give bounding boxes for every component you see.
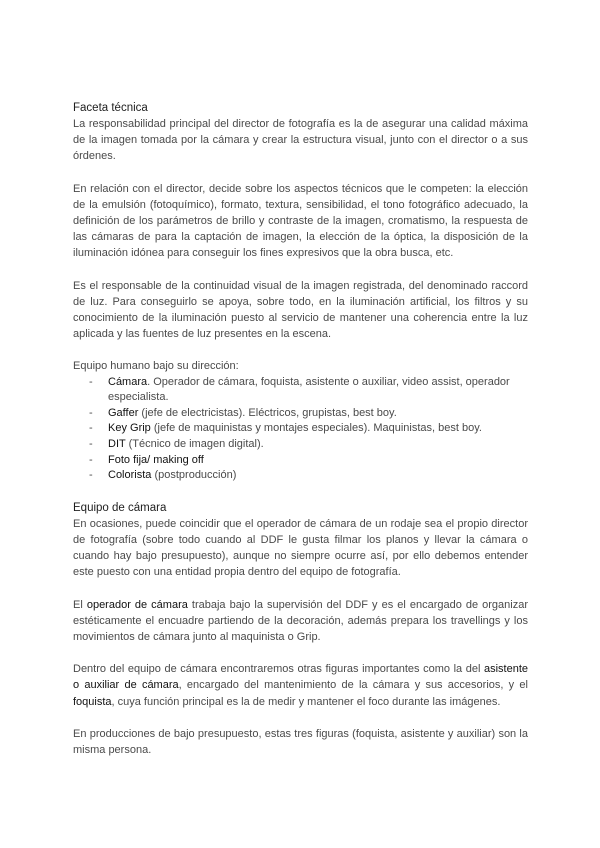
crew-list bbox=[73, 375, 528, 484]
text-run: , encargado del mantenimiento de la cámara y sus accesorios, y el bbox=[178, 679, 528, 692]
list-item bbox=[73, 453, 528, 469]
paragraph: Es el responsable de la continuidad visual de la imagen registrada, del denominado raccord de luz. Para conseguirlo se apoya, sobre todo, en la iluminación artificial, los filtros y su conocimiento de la iluminación puesto al servicio de mantener una coherencia entre la luz aplicada y las fuentes de luz presentes en la escena. bbox=[73, 279, 528, 341]
term-operador: operador de cámara bbox=[86, 598, 188, 611]
role-name: Cámara bbox=[108, 375, 148, 388]
section-title-faceta-tecnica: Faceta técnica bbox=[73, 102, 148, 114]
paragraph: En producciones de bajo presupuesto, estas tres figuras (foquista, asistente y auxiliar) son la misma persona. bbox=[73, 727, 528, 757]
text-run: trabaja bajo la supervisión del DDF y es el encargado de organizar estéticamente el encuadre partiendo de la decoración, además prepara los travellings y los movimientos de cámara junto al maquinista o Grip. bbox=[73, 598, 528, 644]
role-desc: . Operador de cámara, foquista, asistente o auxiliar, video assist, operador especialista. bbox=[108, 375, 510, 404]
role-desc: (jefe de electricistas). Eléctricos, grupistas, best boy. bbox=[138, 406, 397, 419]
paragraph bbox=[73, 661, 528, 710]
role-desc: (postproducción) bbox=[151, 469, 237, 482]
text-run: El bbox=[73, 598, 87, 611]
list-item bbox=[73, 437, 528, 453]
term-asistente: asistente o auxiliar de cámara bbox=[73, 663, 528, 692]
role-name: Gaffer bbox=[108, 406, 139, 419]
crew-intro: Equipo humano bajo su dirección: bbox=[73, 360, 239, 373]
text-run: Dentro del equipo de cámara encontraremos otras figuras importantes como la del bbox=[73, 663, 484, 676]
role-name: Colorista bbox=[108, 469, 152, 482]
paragraph: La responsabilidad principal del director de fotografía es la de asegurar una calidad máxima de la imagen tomada por la cámara y crear la estructura visual, junto con el director o a sus órdenes. bbox=[73, 118, 528, 163]
paragraph: En ocasiones, puede coincidir que el operador de cámara de un rodaje sea el propio director de fotografía (sobre todo cuando al DDF le gusta filmar los planos y llevar la cámara o cuando hay bajo presupuesto), aunque no siempre ocurre así, por ello debemos entender este puesto con una entidad propia dentro del equipo de fotografía. bbox=[73, 517, 528, 579]
role-name: Key Grip bbox=[108, 422, 151, 435]
role-name: Foto fija/ making off bbox=[108, 453, 204, 466]
paragraph: En relación con el director, decide sobre los aspectos técnicos que le competen: la elección de la emulsión (fotoquímico), formato, textura, sensibilidad, el tono fotográfico adecuado, la definición de los parámetros de brillo y contraste de la imagen, cromatismo, la respuesta de las cámaras de para la captación de imagen, la elección de la óptica, la disposición de la iluminación idónea para conseguir los fines expresivos que la obra busca, etc. bbox=[73, 182, 528, 260]
list-item bbox=[73, 406, 528, 422]
section-title-equipo-camara: Equipo de cámara bbox=[73, 501, 167, 514]
role-desc: (jefe de maquinistas y montajes especiales). Maquinistas, best boy. bbox=[150, 422, 482, 435]
document-page bbox=[73, 100, 528, 758]
text-run: , cuya función principal es la de medir y mantener el foco durante las imágenes. bbox=[111, 695, 501, 708]
term-foquista: foquista bbox=[73, 695, 112, 708]
role-name: DIT bbox=[108, 438, 126, 451]
role-desc: (Técnico de imagen digital). bbox=[125, 438, 264, 451]
paragraph bbox=[73, 597, 528, 646]
list-item bbox=[73, 375, 528, 406]
list-item bbox=[73, 421, 528, 437]
list-item bbox=[73, 468, 528, 484]
